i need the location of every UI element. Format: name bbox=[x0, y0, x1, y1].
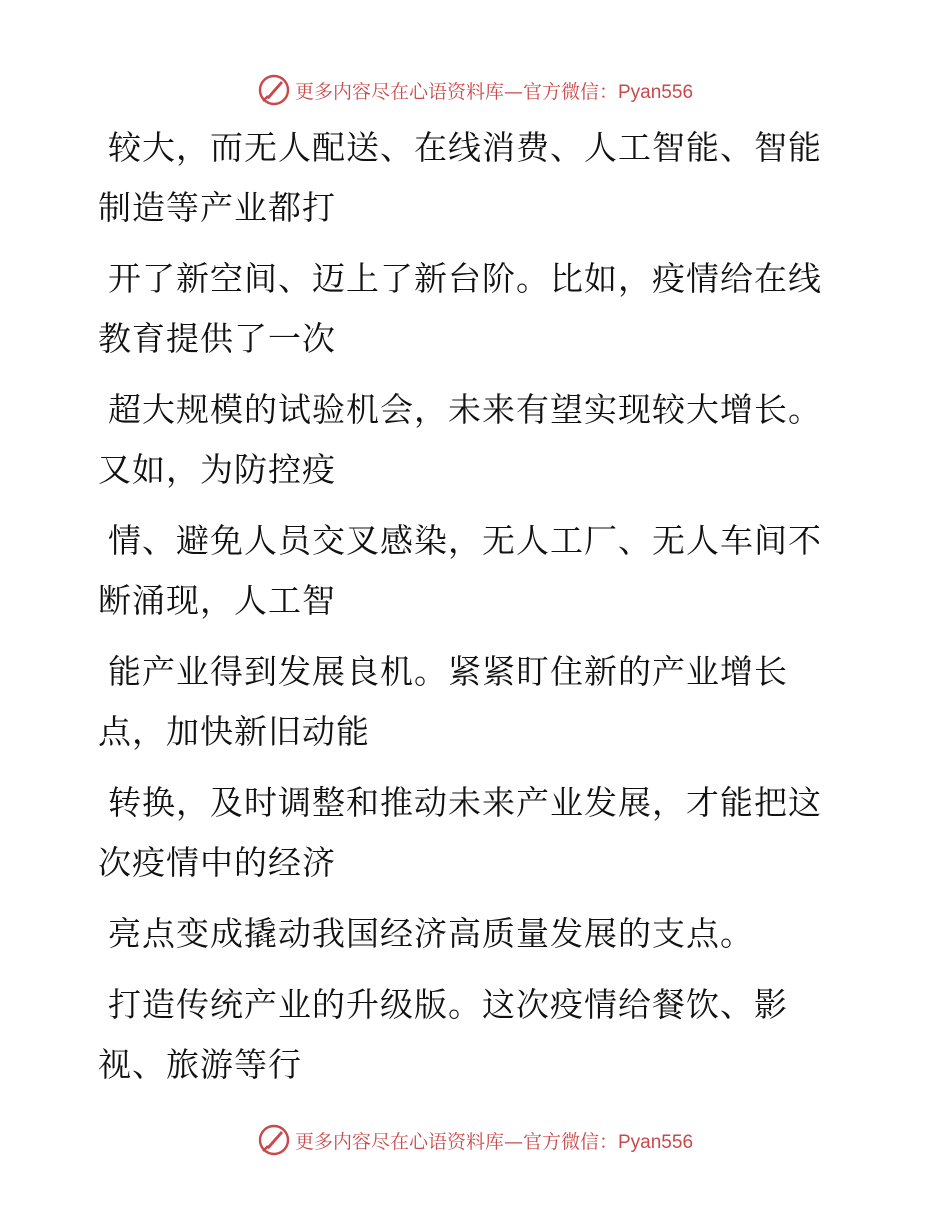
text-line: 制造等产业都打 bbox=[98, 188, 336, 227]
text-line: 视、旅游等行 bbox=[98, 1045, 302, 1084]
text-line: 次疫情中的经济 bbox=[98, 843, 336, 882]
paragraph bbox=[98, 249, 838, 369]
paragraph bbox=[98, 380, 838, 500]
paragraph bbox=[98, 904, 838, 964]
paragraph bbox=[98, 975, 838, 1095]
text-line: 能产业得到发展良机。紧紧盯住新的产业增长 bbox=[108, 652, 788, 691]
text-line: 点，加快新旧动能 bbox=[98, 712, 370, 751]
text-line: 断涌现，人工智 bbox=[98, 581, 336, 620]
text-line: 开了新空间、迈上了新台阶。比如，疫情给在线 bbox=[108, 259, 822, 298]
document-body bbox=[98, 118, 838, 1095]
watermark-text: 更多内容尽在心语资料库—官方微信：Pyan556 bbox=[294, 1130, 694, 1153]
footer-watermark bbox=[0, 1120, 950, 1160]
header-watermark bbox=[0, 70, 950, 110]
text-line: 超大规模的试验机会，未来有望实现较大增长。 bbox=[108, 390, 822, 429]
text-line: 教育提供了一次 bbox=[98, 319, 336, 358]
text-line: 打造传统产业的升级版。这次疫情给餐饮、影 bbox=[108, 985, 788, 1024]
paragraph bbox=[98, 642, 838, 762]
text-line: 转换，及时调整和推动未来产业发展，才能把这 bbox=[108, 783, 822, 822]
watermark-text: 更多内容尽在心语资料库—官方微信：Pyan556 bbox=[294, 80, 694, 103]
paragraph bbox=[98, 773, 838, 893]
text-line: 情、避免人员交叉感染，无人工厂、无人车间不 bbox=[108, 521, 822, 560]
quill-logo-icon bbox=[257, 73, 291, 107]
text-line: 亮点变成撬动我国经济高质量发展的支点。 bbox=[108, 914, 754, 953]
paragraph bbox=[98, 118, 838, 238]
text-line: 较大，而无人配送、在线消费、人工智能、智能 bbox=[108, 128, 822, 167]
text-line: 又如，为防控疫 bbox=[98, 450, 336, 489]
paragraph bbox=[98, 511, 838, 631]
quill-logo-icon bbox=[257, 1123, 291, 1157]
